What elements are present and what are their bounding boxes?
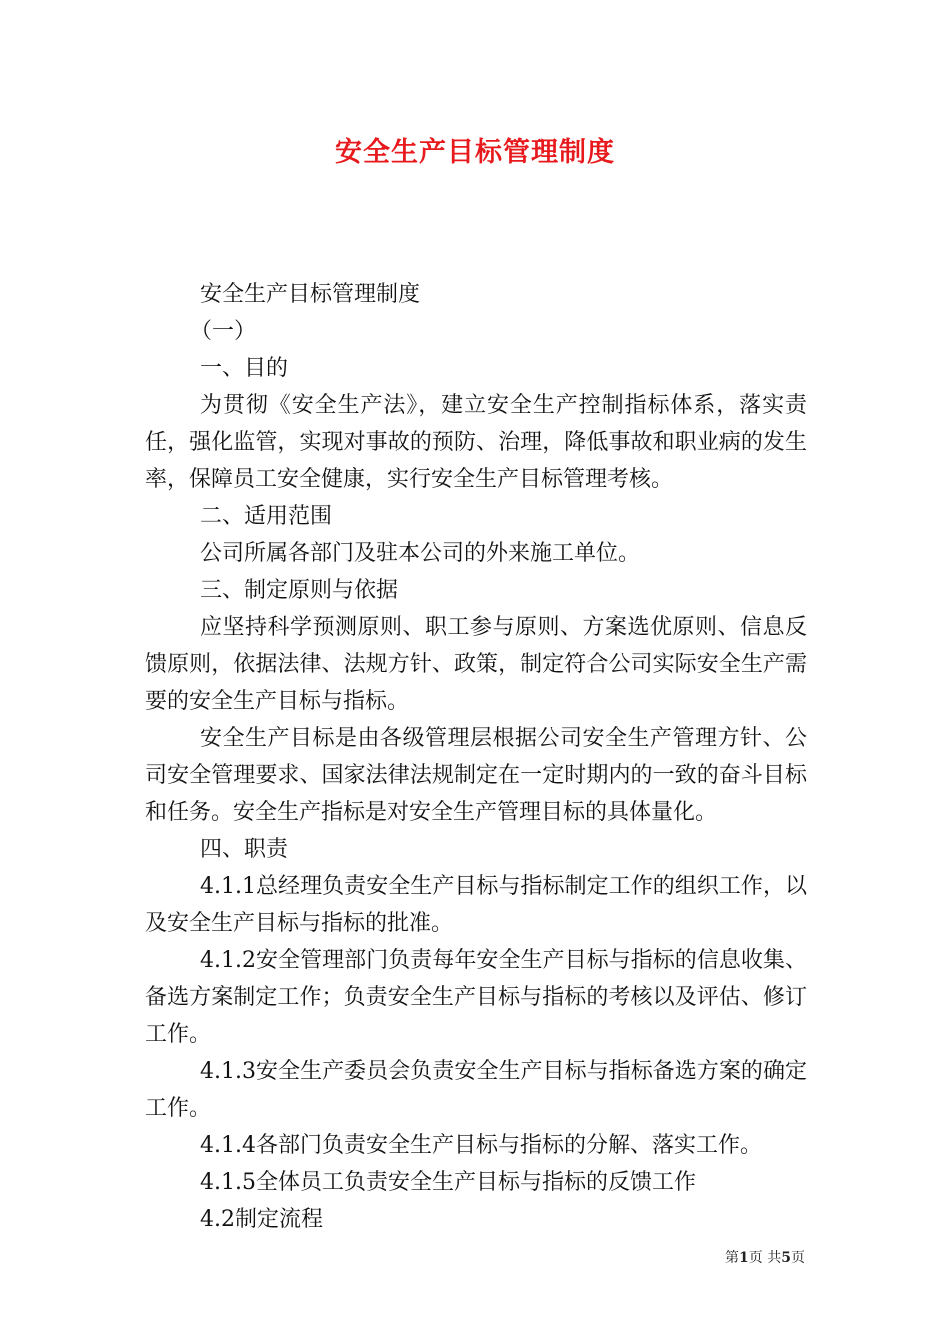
footer-suffix: 页 (791, 1250, 805, 1266)
paragraph-purpose: 为贯彻《安全生产法》，建立安全生产控制指标体系，落实责任，强化监管，实现对事故的预防、治理，降低事故和职业病的发生率，保障员工安全健康，实行安全生产目标管理考核。 (145, 393, 807, 492)
paragraph-principles: 应坚持科学预测原则、职工参与原则、方案选优原则、信息反馈原则，依据法律、法规方针、政策，制定符合公司实际安全生产需要的安全生产目标与指标。 (145, 615, 807, 714)
paragraph-heading: 安全生产目标管理制度 (200, 282, 421, 307)
document-title: 安全生产目标管理制度 (335, 137, 615, 168)
section-heading-purpose: 一、目的 (200, 356, 289, 381)
section-heading-scope: 二、适用范围 (200, 504, 333, 529)
paragraph-scope: 公司所属各部门及驻本公司的外来施工单位。 (200, 541, 641, 566)
document-body (145, 276, 807, 1238)
paragraph-duty-4-1-3: 4.1.3安全生产委员会负责安全生产目标与指标备选方案的确定工作。 (145, 1059, 807, 1121)
paragraph-duty-4-1-2: 4.1.2安全管理部门负责每年安全生产目标与指标的信息收集、备选方案制定工作；负责安全生产目标与指标的考核以及评估、修订工作。 (145, 948, 807, 1047)
paragraph-process-4-2: 4.2制定流程 (200, 1207, 323, 1232)
page-number-footer (725, 1247, 805, 1267)
paragraph-duty-4-1-4: 4.1.4各部门负责安全生产目标与指标的分解、落实工作。 (200, 1133, 762, 1158)
footer-prefix: 第 (725, 1250, 740, 1266)
paragraph-target-definition: 安全生产目标是由各级管理层根据公司安全生产管理方针、公司安全管理要求、国家法律法规制定在一定时期内的一致的奋斗目标和任务。安全生产指标是对安全生产管理目标的具体量化。 (145, 726, 807, 825)
footer-middle: 页 共 (748, 1250, 782, 1266)
footer-total-pages: 5 (781, 1250, 791, 1266)
paragraph-duty-4-1-5: 4.1.5全体员工负责安全生产目标与指标的反馈工作 (200, 1170, 696, 1195)
section-heading-duties: 四、职责 (200, 837, 289, 862)
section-heading-principles: 三、制定原则与依据 (200, 578, 399, 603)
paragraph-part-number: （一） (190, 319, 257, 344)
paragraph-duty-4-1-1: 4.1.1总经理负责安全生产目标与指标制定工作的组织工作，以及安全生产目标与指标的批准。 (145, 874, 807, 936)
footer-current-page: 1 (739, 1250, 749, 1266)
